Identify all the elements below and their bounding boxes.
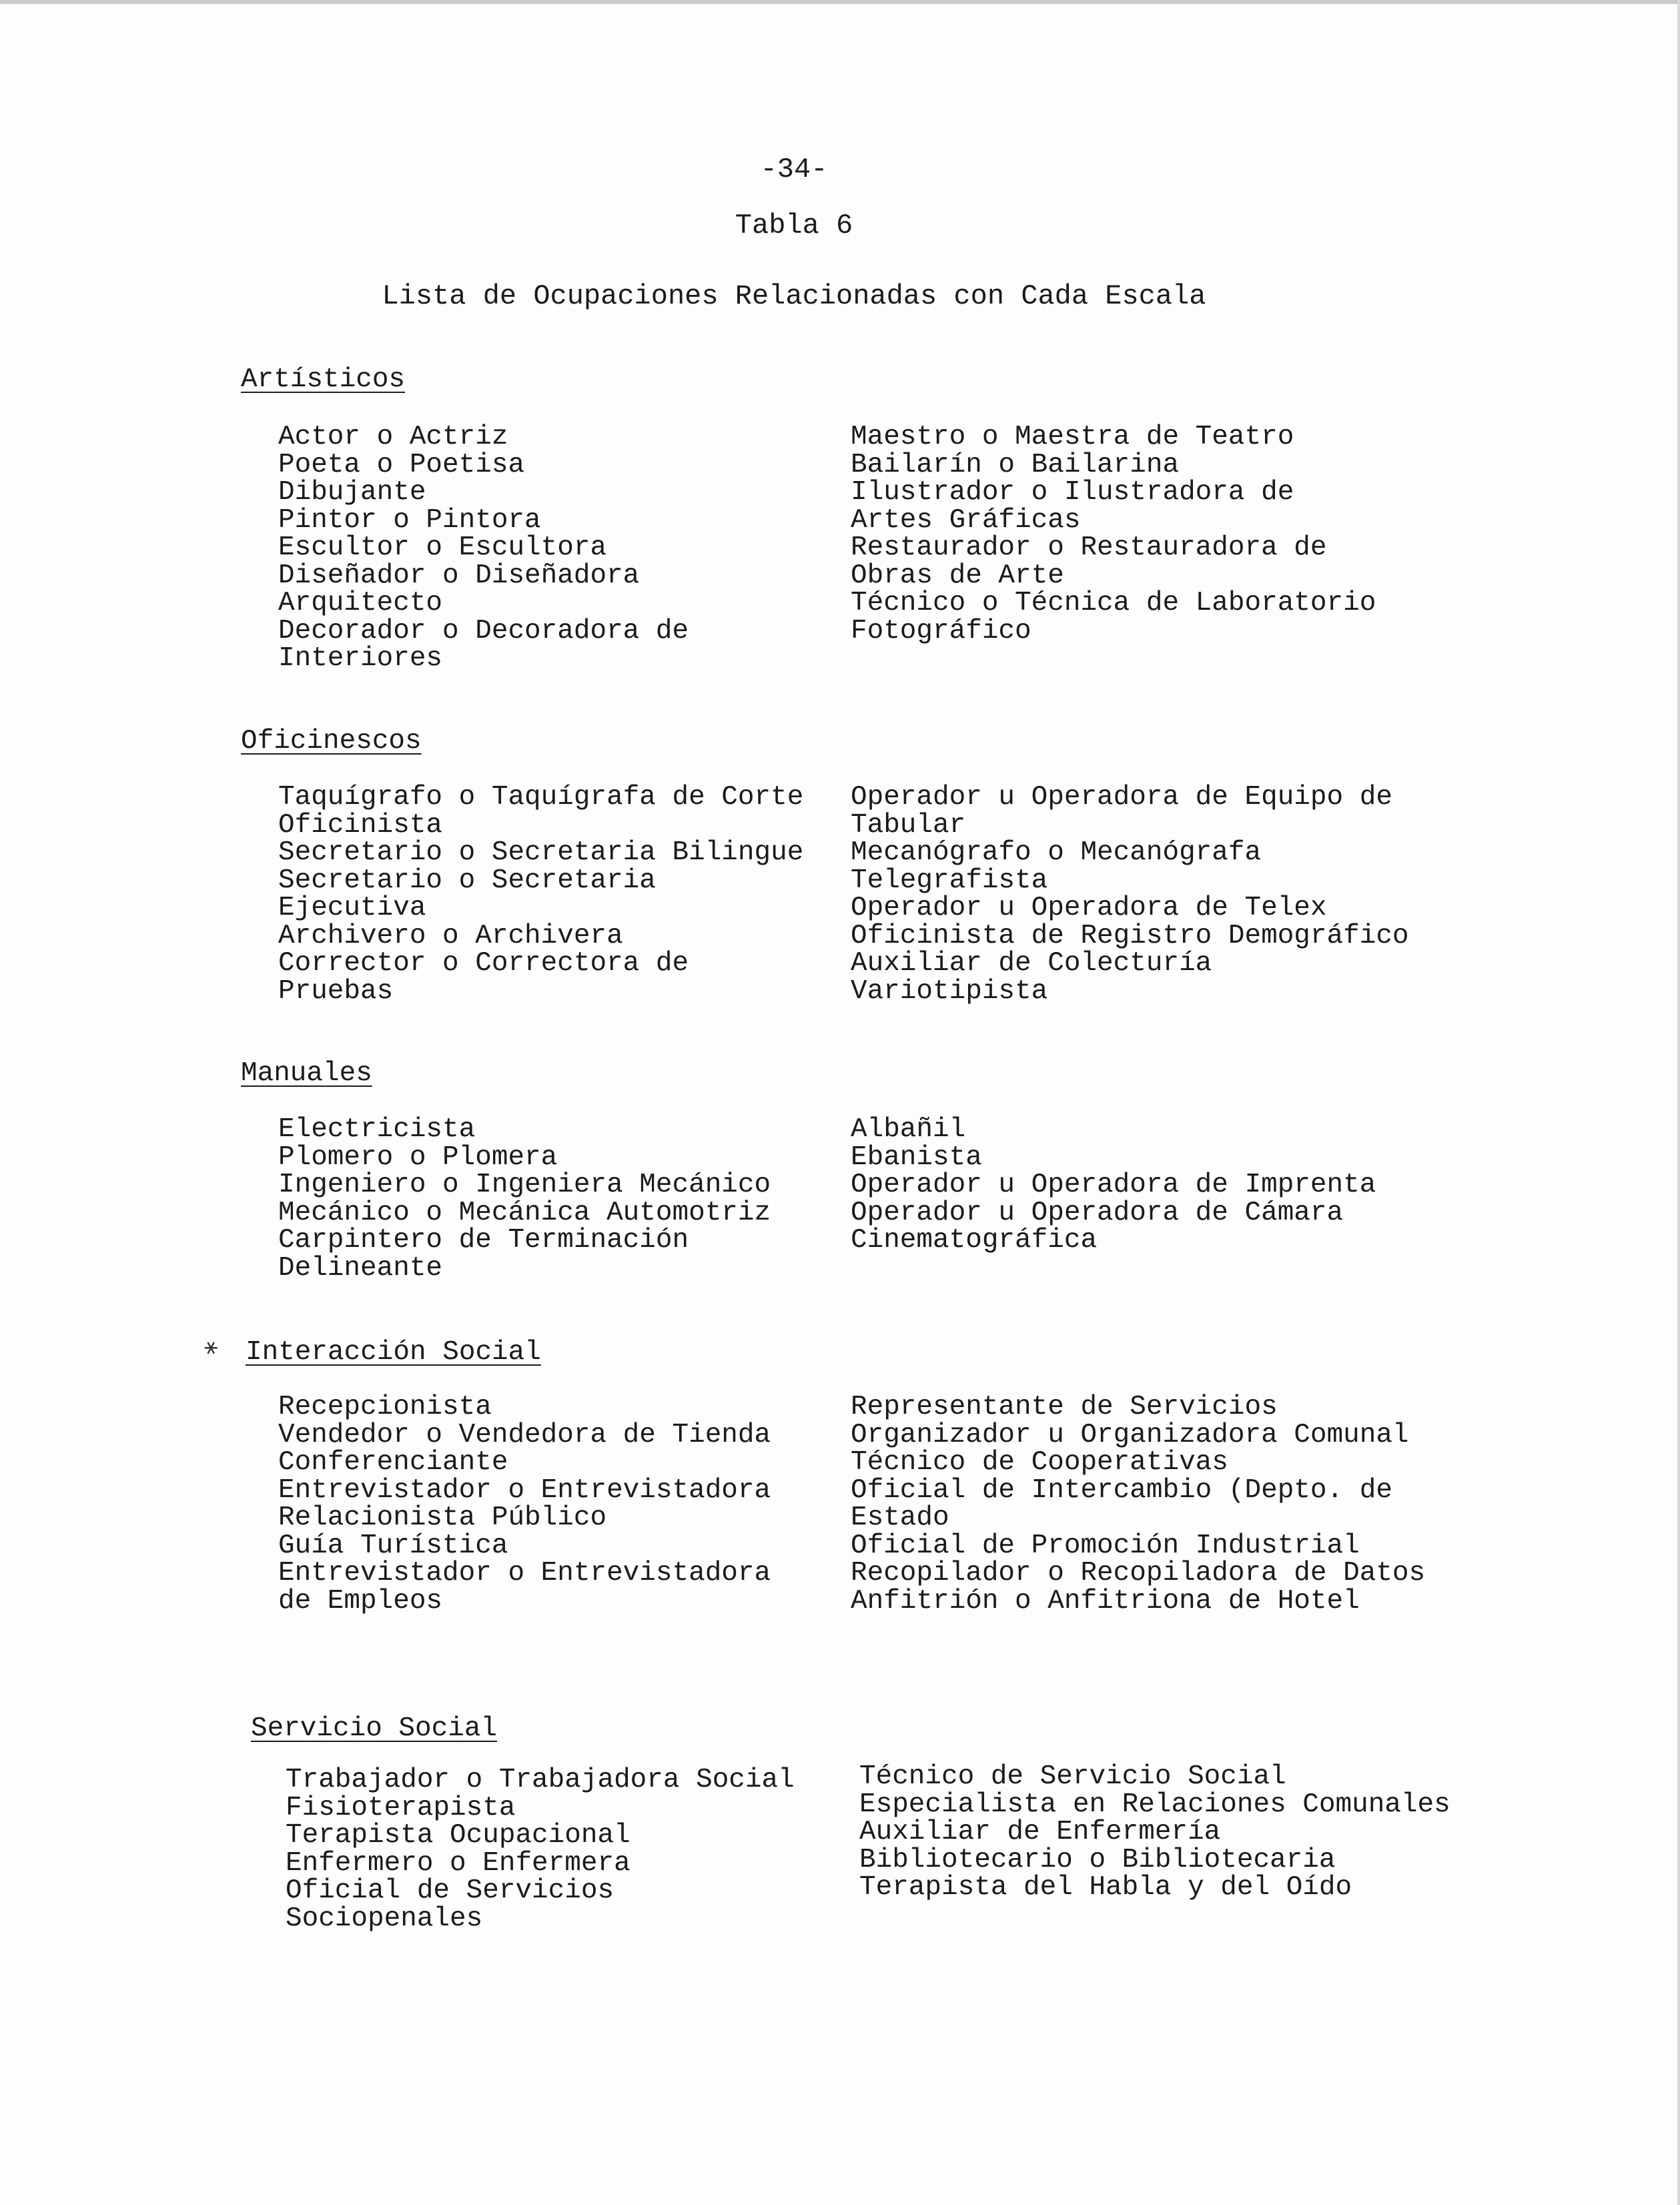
- list-item: Poeta o Poetisa: [278, 449, 525, 480]
- section-heading: Oficinescos: [241, 726, 422, 757]
- list-item: Carpintero de Terminación: [278, 1225, 689, 1256]
- list-item: Recopilador o Recopiladora de Datos: [851, 1558, 1426, 1589]
- list-item: Tabular: [851, 809, 966, 841]
- list-item: Secretario o Secretaria Bilingue: [278, 837, 804, 868]
- list-item: Pruebas: [278, 975, 394, 1007]
- list-item: Fotográfico: [851, 615, 1031, 646]
- list-item: Interiores: [278, 643, 443, 674]
- list-item: Oficial de Intercambio (Depto. de: [851, 1474, 1392, 1506]
- list-item: Técnico o Técnica de Laboratorio: [851, 588, 1376, 618]
- list-item: Entrevistador o Entrevistadora: [278, 1474, 771, 1506]
- page-number: -34-: [760, 153, 828, 185]
- occupation-list-right: [851, 424, 1376, 645]
- list-item: Ingeniero o Ingeniera Mecánico: [278, 1170, 771, 1200]
- list-item: Electricista: [278, 1114, 476, 1145]
- list-item: Variotipista: [851, 975, 1048, 1007]
- list-item: Operador u Operadora de Imprenta: [851, 1170, 1376, 1200]
- list-item: Guía Turística: [278, 1530, 508, 1561]
- list-item: Auxiliar de Enfermería: [859, 1817, 1221, 1847]
- occupation-list-right: [851, 1116, 1376, 1255]
- list-item: Ebanista: [851, 1142, 982, 1173]
- list-item: Plomero o Plomera: [278, 1142, 558, 1173]
- list-item: Operador u Operadora de Telex: [851, 893, 1327, 923]
- list-item: Oficinista: [278, 809, 443, 841]
- list-item: Bibliotecario o Bibliotecaria: [859, 1844, 1336, 1875]
- occupation-list-left: [286, 1767, 795, 1933]
- margin-asterisk-mark: ⚹: [204, 1333, 218, 1360]
- list-item: Enfermero o Enfermera: [286, 1847, 631, 1879]
- list-item: Relacionista Público: [278, 1502, 607, 1533]
- list-item: Escultor o Escultora: [278, 532, 607, 563]
- occupation-list-left: [278, 784, 803, 1005]
- list-item: Oficinista de Registro Demográfico: [851, 920, 1409, 951]
- list-item: Maestro o Maestra de Teatro: [851, 422, 1294, 452]
- list-item: Delineante: [278, 1252, 443, 1284]
- list-item: Obras de Arte: [851, 560, 1064, 591]
- list-item: Corrector o Correctora de: [278, 948, 689, 979]
- table-title: Lista de Ocupaciones Relacionadas con Cada Escala: [382, 280, 1206, 312]
- list-item: Dibujante: [278, 477, 426, 508]
- list-item: Bailarín o Bailarina: [851, 449, 1180, 480]
- list-item: Artes Gráficas: [851, 504, 1081, 536]
- list-item: Operador u Operadora de Equipo de: [851, 782, 1392, 813]
- occupation-list-left: [278, 1116, 771, 1282]
- list-item: Mecánico o Mecánica Automotriz: [278, 1197, 771, 1228]
- occupation-list-left: [278, 424, 689, 673]
- page-top-edge: [0, 0, 1680, 4]
- list-item: Recepcionista: [278, 1392, 492, 1422]
- list-item: Terapista del Habla y del Oído: [859, 1872, 1352, 1903]
- section-heading: Artísticos: [241, 364, 406, 395]
- list-item: Operador u Operadora de Cámara: [851, 1197, 1344, 1228]
- list-item: Fisioterapista: [286, 1792, 516, 1823]
- list-item: Vendedor o Vendedora de Tienda: [278, 1419, 771, 1450]
- list-item: Técnico de Servicio Social: [859, 1761, 1286, 1792]
- list-item: Decorador o Decoradora de: [278, 615, 689, 646]
- list-item: Cinematográfica: [851, 1225, 1098, 1256]
- section-heading: Interacción Social: [246, 1337, 541, 1368]
- list-item: Estado: [851, 1502, 949, 1533]
- list-item: Especialista en Relaciones Comunales: [859, 1789, 1450, 1820]
- list-item: Oficial de Promoción Industrial: [851, 1530, 1360, 1561]
- list-item: Actor o Actriz: [278, 422, 508, 452]
- list-item: Organizador u Organizadora Comunal: [851, 1419, 1409, 1450]
- list-item: Ejecutiva: [278, 893, 426, 923]
- list-item: Pintor o Pintora: [278, 504, 541, 536]
- occupation-list-right: [851, 1394, 1425, 1615]
- list-item: Secretario o Secretaria: [278, 865, 656, 896]
- list-item: Conferenciante: [278, 1447, 508, 1478]
- occupation-list-right: [859, 1763, 1450, 1902]
- list-item: Albañil: [851, 1114, 966, 1145]
- list-item: Archivero o Archivera: [278, 920, 623, 951]
- list-item: Técnico de Cooperativas: [851, 1447, 1228, 1478]
- occupation-list-right: [851, 784, 1409, 1005]
- list-item: Ilustrador o Ilustradora de: [851, 477, 1294, 508]
- list-item: de Empleos: [278, 1585, 443, 1617]
- occupation-list-left: [278, 1394, 771, 1615]
- list-item: Oficial de Servicios: [286, 1875, 614, 1906]
- list-item: Trabajador o Trabajadora Social: [286, 1765, 795, 1795]
- list-item: Telegrafista: [851, 865, 1048, 896]
- list-item: Auxiliar de Colecturía: [851, 948, 1212, 979]
- list-item: Mecanógrafo o Mecanógrafa: [851, 837, 1262, 868]
- list-item: Arquitecto: [278, 588, 443, 618]
- list-item: Terapista Ocupacional: [286, 1820, 631, 1851]
- table-label: Tabla 6: [735, 209, 853, 242]
- list-item: Anfitrión o Anfitriona de Hotel: [851, 1585, 1360, 1617]
- list-item: Restaurador o Restauradora de: [851, 532, 1327, 563]
- list-item: Representante de Servicios: [851, 1392, 1278, 1422]
- section-heading: Manuales: [241, 1058, 372, 1089]
- list-item: Entrevistador o Entrevistadora: [278, 1558, 771, 1589]
- page-right-edge: [1677, 0, 1680, 2205]
- list-item: Sociopenales: [286, 1903, 483, 1934]
- section-heading: Servicio Social: [251, 1713, 498, 1744]
- list-item: Diseñador o Diseñadora: [278, 560, 640, 591]
- list-item: Taquígrafo o Taquígrafa de Corte: [278, 782, 804, 813]
